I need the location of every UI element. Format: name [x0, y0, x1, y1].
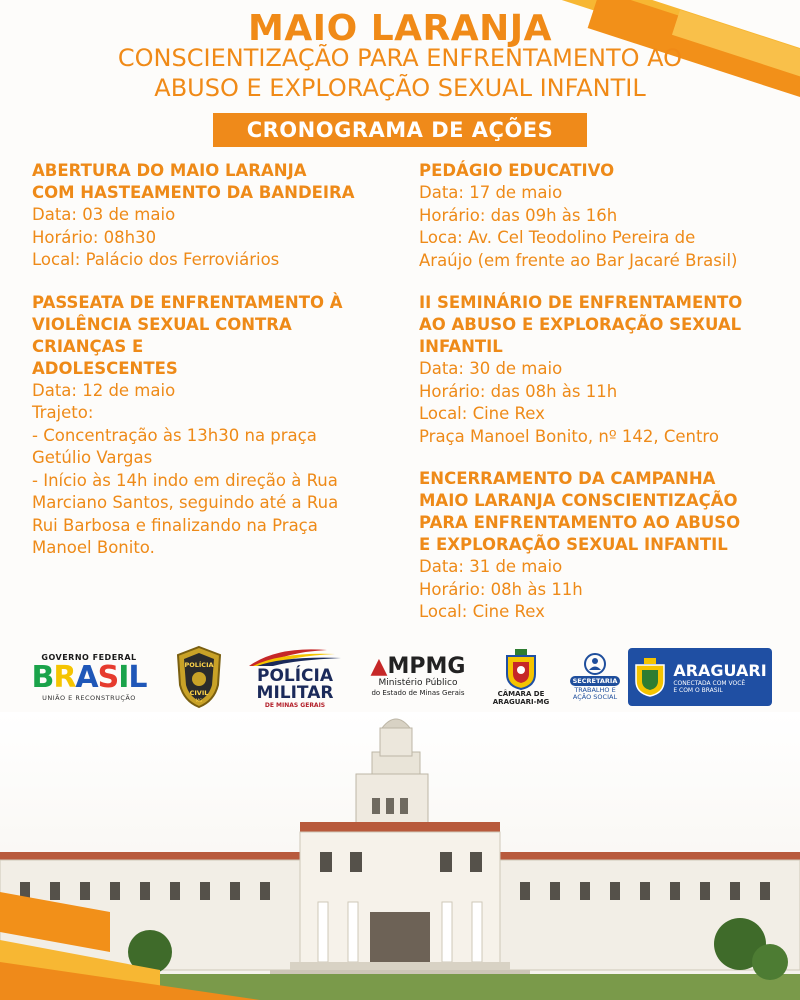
brasil-wordmark: BRASIL: [31, 659, 147, 695]
logo-text: AÇÃO SOCIAL: [572, 693, 618, 701]
police-badge-icon: [174, 645, 224, 709]
event-title-line: AO ABUSO E EXPLORAÇÃO SEXUAL: [419, 315, 742, 334]
logo-text: CIVIL: [189, 689, 209, 697]
policia-militar-logo: [245, 642, 345, 712]
event-title-line: ENCERRAMENTO DA CAMPANHA: [419, 469, 716, 488]
event-title-line: COM HASTEAMENTO DA BANDEIRA: [32, 183, 355, 202]
araguari-logo: [628, 648, 772, 706]
logo-text: GOVERNO FEDERAL: [41, 652, 137, 662]
event-date: Data: 03 de maio: [32, 205, 176, 224]
event-date: Data: 12 de maio: [32, 380, 176, 400]
event-time: Horário: das 09h às 16h: [419, 205, 618, 225]
partner-logos: [0, 642, 800, 712]
logo-text: do Estado de Minas Gerais: [371, 689, 465, 697]
city-crest-icon: [633, 657, 667, 697]
camara-araguari-logo: [490, 642, 552, 712]
event-march: [32, 292, 402, 560]
schedule-banner: CRONOGRAMA DE AÇÕES: [213, 113, 587, 147]
araguari-text: [673, 661, 766, 694]
event-location: Local: Palácio dos Ferroviários: [32, 250, 280, 269]
logo-text: ARAGUARI: [673, 660, 767, 680]
logo-text: CONECTADA COM VOCÊ: [673, 679, 746, 687]
coat-of-arms-icon: [501, 648, 541, 690]
event-title-line: PEDÁGIO EDUCATIVO: [419, 161, 615, 180]
event-address: Praça Manoel Bonito, nº 142, Centro: [419, 426, 719, 446]
event-title-line: E EXPLORAÇÃO SEXUAL INFANTIL: [419, 535, 728, 554]
event-seminar: [419, 292, 779, 448]
event-title: [32, 160, 402, 204]
secretaria-logo: [566, 642, 624, 712]
policia-civil-logo: [170, 642, 228, 712]
event-route-line: Getúlio Vargas: [32, 448, 153, 467]
events-right-column: [419, 160, 779, 644]
event-route-label: Trajeto:: [32, 403, 94, 422]
subtitle-line: ABUSO E EXPLORAÇÃO SEXUAL INFANTIL: [154, 74, 646, 102]
mpmg-logo: [362, 642, 474, 712]
logo-text: Ministério Público: [378, 678, 458, 688]
logo-text: DE MINAS GERAIS: [264, 701, 326, 709]
logo-text: UNIÃO E RECONSTRUÇÃO: [42, 693, 136, 702]
event-location: Loca: Av. Cel Teodolino Pereira de: [419, 228, 696, 247]
events-left-column: [32, 160, 402, 580]
event-title-line: ABERTURA DO MAIO LARANJA: [32, 161, 307, 180]
event-location: Araújo (em frente ao Bar Jacaré Brasil): [419, 250, 738, 270]
event-route-line: - Início às 14h indo em direção à Rua: [32, 470, 338, 490]
event-title-line: MAIO LARANJA CONSCIENTIZAÇÃO: [419, 491, 738, 510]
event-time: Horário: 08h30: [32, 227, 157, 247]
mpmg-wordmark: ▲MPMG: [370, 654, 466, 679]
event-title-line: II SEMINÁRIO DE ENFRENTAMENTO: [419, 293, 743, 312]
event-title-line: PARA ENFRENTAMENTO AO ABUSO: [419, 513, 741, 532]
event-title-line: ADOLESCENTES: [32, 358, 178, 378]
event-title: [32, 292, 402, 380]
event-title-line: PASSEATA DE ENFRENTAMENTO À: [32, 292, 343, 312]
logo-text: CÂMARA DE: [497, 690, 545, 698]
logo-text: ARAGUARI-MG: [492, 698, 550, 706]
event-time: Horário: das 08h às 11h: [419, 381, 618, 401]
event-route-line: Manoel Bonito.: [32, 538, 155, 557]
event-title: [419, 292, 779, 358]
event-title-line: VIOLÊNCIA SEXUAL CONTRA: [32, 314, 292, 334]
logo-text: POLÍCIA: [184, 661, 214, 669]
poster-title: MAIO LARANJA: [248, 8, 552, 49]
event-date: Data: 30 de maio: [419, 359, 563, 378]
event-date: Data: 31 de maio: [419, 557, 563, 576]
logo-text: MG: [195, 698, 203, 703]
logo-text: SECRETARIA: [570, 676, 621, 686]
event-title: [419, 468, 779, 556]
event-route-line: - Concentração às 13h30 na praça: [32, 425, 317, 445]
logo-text: E COM O BRASIL: [673, 686, 723, 694]
event-location: Local: Cine Rex: [419, 602, 545, 621]
event-date: Data: 17 de maio: [419, 183, 563, 202]
poster-subtitle: [0, 43, 800, 103]
pm-swoosh-icon: [247, 646, 343, 668]
subtitle-line: CONSCIENTIZAÇÃO PARA ENFRENTAMENTO AO: [117, 44, 683, 72]
event-closing: [419, 468, 779, 624]
event-opening: [32, 160, 402, 272]
event-route-line: Marciano Santos, seguindo até a Rua: [32, 493, 339, 512]
event-location: Local: Cine Rex: [419, 404, 545, 423]
people-icon: [584, 653, 606, 675]
logo-text: TRABALHO E: [574, 686, 616, 694]
event-route-line: Rui Barbosa e finalizando na Praça: [32, 515, 318, 535]
event-time: Horário: 08h às 11h: [419, 579, 583, 599]
event-title-line: INFANTIL: [419, 337, 503, 356]
event-title-line: CRIANÇAS E: [32, 336, 144, 356]
logo-text: POLÍCIA: [256, 665, 334, 686]
event-title: [419, 160, 779, 182]
governo-federal-logo: [26, 642, 152, 712]
event-toll: [419, 160, 779, 272]
logo-text: MILITAR: [256, 682, 334, 703]
palace-building-illustration: [0, 712, 800, 1000]
